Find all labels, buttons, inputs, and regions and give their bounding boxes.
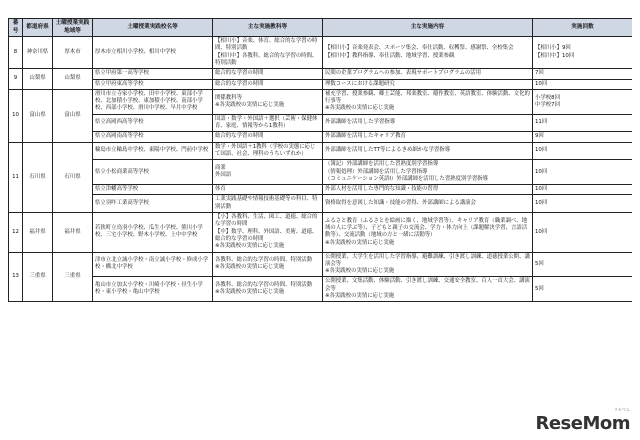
count-line: 10回	[535, 80, 548, 87]
count-cell	[533, 69, 633, 79]
group-number: 10	[9, 89, 23, 142]
prefecture-cell: 山梨県	[23, 69, 53, 90]
table-row	[9, 185, 633, 195]
content-cell	[323, 132, 533, 142]
group-number: 11	[9, 142, 23, 212]
content-line: （情報処理）外部講師を活用した学習指導	[325, 168, 428, 175]
count-line: 10回	[535, 200, 548, 207]
count-cell	[533, 252, 633, 277]
group-number: 9	[9, 69, 23, 90]
header-row	[9, 19, 633, 37]
content-cell	[323, 69, 533, 79]
prefecture-cell: 福井県	[23, 213, 53, 252]
table-row	[9, 37, 633, 69]
count-cell	[533, 277, 633, 302]
count-cell	[533, 79, 633, 89]
table-row	[9, 195, 633, 213]
subject-cell	[213, 185, 323, 195]
content-line: 外部講師を活用したTT等によるきめ細かな学習指導	[325, 147, 451, 154]
content-line: （コミュニケーション英語Ⅰ）外部講師を活用した習熟度別学習指導	[325, 175, 488, 182]
content-cell	[323, 114, 533, 132]
count-line: 小学校8回	[535, 94, 560, 101]
count-cell	[533, 213, 633, 252]
subject-line: 商業	[215, 164, 226, 171]
group-number: 8	[9, 37, 23, 69]
subject-line: 【相川小】音楽、体育、総合的な学習の時間、特別活動	[215, 38, 318, 52]
subject-line: ※各実践校の実情に応じ実施	[215, 289, 285, 296]
area-cell: 福井県	[53, 213, 93, 252]
count-line: 10回	[535, 186, 548, 193]
content-line: 理数コースにおける課題研究	[325, 80, 395, 87]
document-sheet	[8, 18, 632, 438]
school-cell: 滑川市立寺家小学校、田中小学校、東部小学校、北加積小学校、東加積小学校、南部小学校、西部小学校、滑川中学校、早月中学校	[93, 89, 213, 114]
table-row	[9, 79, 633, 89]
prefecture-cell: 神奈川県	[23, 37, 53, 69]
count-line: 中学校7回	[535, 101, 560, 108]
count-line: 10回	[535, 168, 548, 175]
subject-line: 各教科、総合的な学習の時間、特別活動	[215, 282, 313, 289]
school-cell: 県立羽咋工業高等学校	[93, 195, 213, 213]
header-num: 番号	[9, 19, 23, 37]
subject-line: ※各実践校の実情に応じ実施	[215, 264, 285, 271]
count-cell	[533, 132, 633, 142]
group-number: 12	[9, 213, 23, 252]
school-cell: 津市立北立誠小学校・南立誠小学校・修成小学校・橋北中学校	[93, 252, 213, 277]
table-row	[9, 142, 633, 160]
content-line: 公開授業、大学生を活用した学習指導、避難訓練、引き渡し訓練、道徳授業公開、講演会等	[325, 253, 530, 267]
subject-line: ※各実践校の実情に応じ実施	[215, 243, 285, 250]
count-cell	[533, 89, 633, 114]
school-cell: 県立高岡西高等学校	[93, 114, 213, 132]
school-cell: 県立津幡高等学校	[93, 185, 213, 195]
group-number: 13	[9, 252, 23, 302]
subject-line: 【小】各教科、生活、図工、道徳、総合的な学習の時間	[215, 214, 318, 228]
subject-cell	[213, 89, 323, 114]
table-row	[9, 114, 633, 132]
count-cell	[533, 142, 633, 160]
school-cell: 輪島市立輪島中学校、東陽中学校、門前中学校	[93, 142, 213, 160]
subject-line: 総合的な学習の時間	[215, 133, 264, 140]
subject-line: 各教科、総合的な学習の時間、特別活動	[215, 257, 313, 264]
prefecture-cell: 石川県	[23, 142, 53, 212]
content-line: 【相川中】教科指導、奉仕活動、地域学習、授業参観	[325, 52, 455, 59]
subject-cell	[213, 114, 323, 132]
subject-cell	[213, 132, 323, 142]
area-cell: 三重県	[53, 252, 93, 302]
subject-line: ※各実践校の実情に応じ実施	[215, 101, 285, 108]
subject-cell	[213, 160, 323, 185]
saturday-class-table	[8, 18, 632, 302]
content-line: ※各実践校の実情に応じ実施	[325, 268, 395, 275]
content-cell	[323, 252, 533, 277]
area-cell: 山梨県	[53, 69, 93, 90]
subject-cell	[213, 252, 323, 277]
content-line: ふるさと教育（ふるさとを絵画に描く、地域学習等）、キャリア教育（職業調べ、地域の人に学ぶ等）、子どもと親子の交流会、学力・体力向上（課題解決学習、言語活動等）、交流活動（地域の方と一緒に活動等）	[325, 217, 528, 239]
content-line: （簿記）外部講師を活用した習熟度別学習指導	[325, 161, 439, 168]
content-cell	[323, 277, 533, 302]
count-cell	[533, 195, 633, 213]
count-line: 5回	[535, 285, 544, 292]
count-cell	[533, 37, 633, 69]
table-body	[9, 37, 633, 302]
table-row	[9, 69, 633, 79]
content-cell	[323, 89, 533, 114]
subject-line: 外国語	[215, 172, 232, 179]
subject-line: 【相川中】各教科、総合的な学習の時間、特別活動	[215, 52, 318, 66]
table-row	[9, 89, 633, 114]
content-line: ※各実践校の実情に応じ実施	[325, 105, 395, 112]
subject-line: 総合的な学習の時間	[215, 70, 264, 77]
subject-line: 総合的な学習の時間	[215, 80, 264, 87]
content-line: ※各実践校の実情に応じ実施	[325, 239, 395, 246]
subject-cell	[213, 213, 323, 252]
header-content: 主な実施内容	[323, 19, 533, 37]
school-cell: 亀山市立加太小学校・川崎小学校・昼生小学校・東小学校・亀山中学校	[93, 277, 213, 302]
subject-cell	[213, 142, 323, 160]
subject-cell	[213, 277, 323, 302]
content-cell	[323, 160, 533, 185]
logo-text: ReseMom	[535, 413, 630, 434]
content-line: 外部講師を活用した学習指導	[325, 119, 396, 126]
resemom-logo	[535, 407, 630, 434]
header-area: 土曜授業実践地域等	[53, 19, 93, 37]
count-line: 7回	[535, 70, 544, 77]
table-row	[9, 213, 633, 252]
content-cell	[323, 213, 533, 252]
area-cell: 厚木市	[53, 37, 93, 69]
table-row	[9, 277, 633, 302]
count-line: 【相川中】10回	[535, 52, 575, 59]
count-line: 9回	[535, 133, 544, 140]
prefecture-cell: 富山県	[23, 89, 53, 142]
school-cell: 県立甲府第一高等学校	[93, 69, 213, 79]
school-cell: 若狭町立鳥羽小学校、瓜生小学校、熊川小学校、三宅小学校、野木小学校、上中中学校	[93, 213, 213, 252]
table-row	[9, 252, 633, 277]
subject-cell	[213, 79, 323, 89]
subject-line: 数学・外国語＋1教科（学校の実態に応じて国語、社会、理科のうちいずれか）	[215, 143, 316, 157]
content-line: 公開授業、文集活動、体験活動、引き渡し訓練、交通安全教室、百人一首大会、講演会等	[325, 278, 530, 292]
content-line: 【相川小】音楽発表会、スポーツ集会、奉仕活動、収穫祭、感謝祭、全校集会	[325, 45, 514, 52]
count-cell	[533, 160, 633, 185]
subject-line: 関係教科等	[215, 94, 242, 101]
subject-cell	[213, 37, 323, 69]
school-cell: 県立高岡南高等学校	[93, 132, 213, 142]
header-school: 土曜授業実践校名等	[93, 19, 213, 37]
count-line: 5回	[535, 260, 544, 267]
count-cell	[533, 114, 633, 132]
prefecture-cell: 三重県	[23, 252, 53, 302]
count-cell	[533, 185, 633, 195]
count-line: 11回	[535, 119, 548, 126]
school-cell: 厚木市立相川小学校、相川中学校	[93, 37, 213, 69]
subject-line: 国語・数学・外国語＋選択（芸術・保健体育、家庭、情報等から1教科）	[215, 115, 318, 130]
content-cell	[323, 37, 533, 69]
content-line: 資格取得を意図した知識・技能の習得、外部講師による講演会	[325, 200, 476, 207]
count-line: 【相川小】9回	[535, 45, 571, 52]
content-cell	[323, 195, 533, 213]
content-line: 外部人材を活用した専門的な知識・技能の習得	[325, 186, 439, 193]
content-line: 民間の企業プログラムへの参加、表現サポートプログラムの活用	[325, 70, 482, 77]
subject-cell	[213, 69, 323, 79]
subject-cell	[213, 195, 323, 213]
school-cell: 県立小松商業高等学校	[93, 160, 213, 185]
table-row	[9, 160, 633, 185]
count-line: 10回	[535, 228, 548, 235]
content-cell	[323, 142, 533, 160]
subject-line: 体育	[215, 186, 226, 193]
logo-subtitle: リセマム	[614, 407, 630, 412]
area-cell: 石川県	[53, 142, 93, 212]
count-line: 10回	[535, 147, 548, 154]
content-line: 外部講師を活用したキャリア教育	[325, 133, 406, 140]
header-pref: 都道府県	[23, 19, 53, 37]
table-row	[9, 132, 633, 142]
header-subject: 主な実施教科等	[213, 19, 323, 37]
area-cell: 富山県	[53, 89, 93, 142]
subject-line: 【中】数学、理科、外国語、美術、道徳、総合的な学習の時間	[215, 228, 318, 242]
subject-line: 工業実践基礎や情報技術基礎等の科目、特別活動	[215, 196, 318, 210]
header-count: 実施回数	[533, 19, 633, 37]
school-cell: 県立甲府東高等学校	[93, 79, 213, 89]
content-line: ※各実践校の実情に応じ実施	[325, 293, 395, 299]
content-cell	[323, 79, 533, 89]
content-cell	[323, 185, 533, 195]
content-line: 補充学習、授業参観、郷土芸能、邦楽教室、稲作教室、英語教室、体験活動、文化的行事等	[325, 90, 530, 105]
